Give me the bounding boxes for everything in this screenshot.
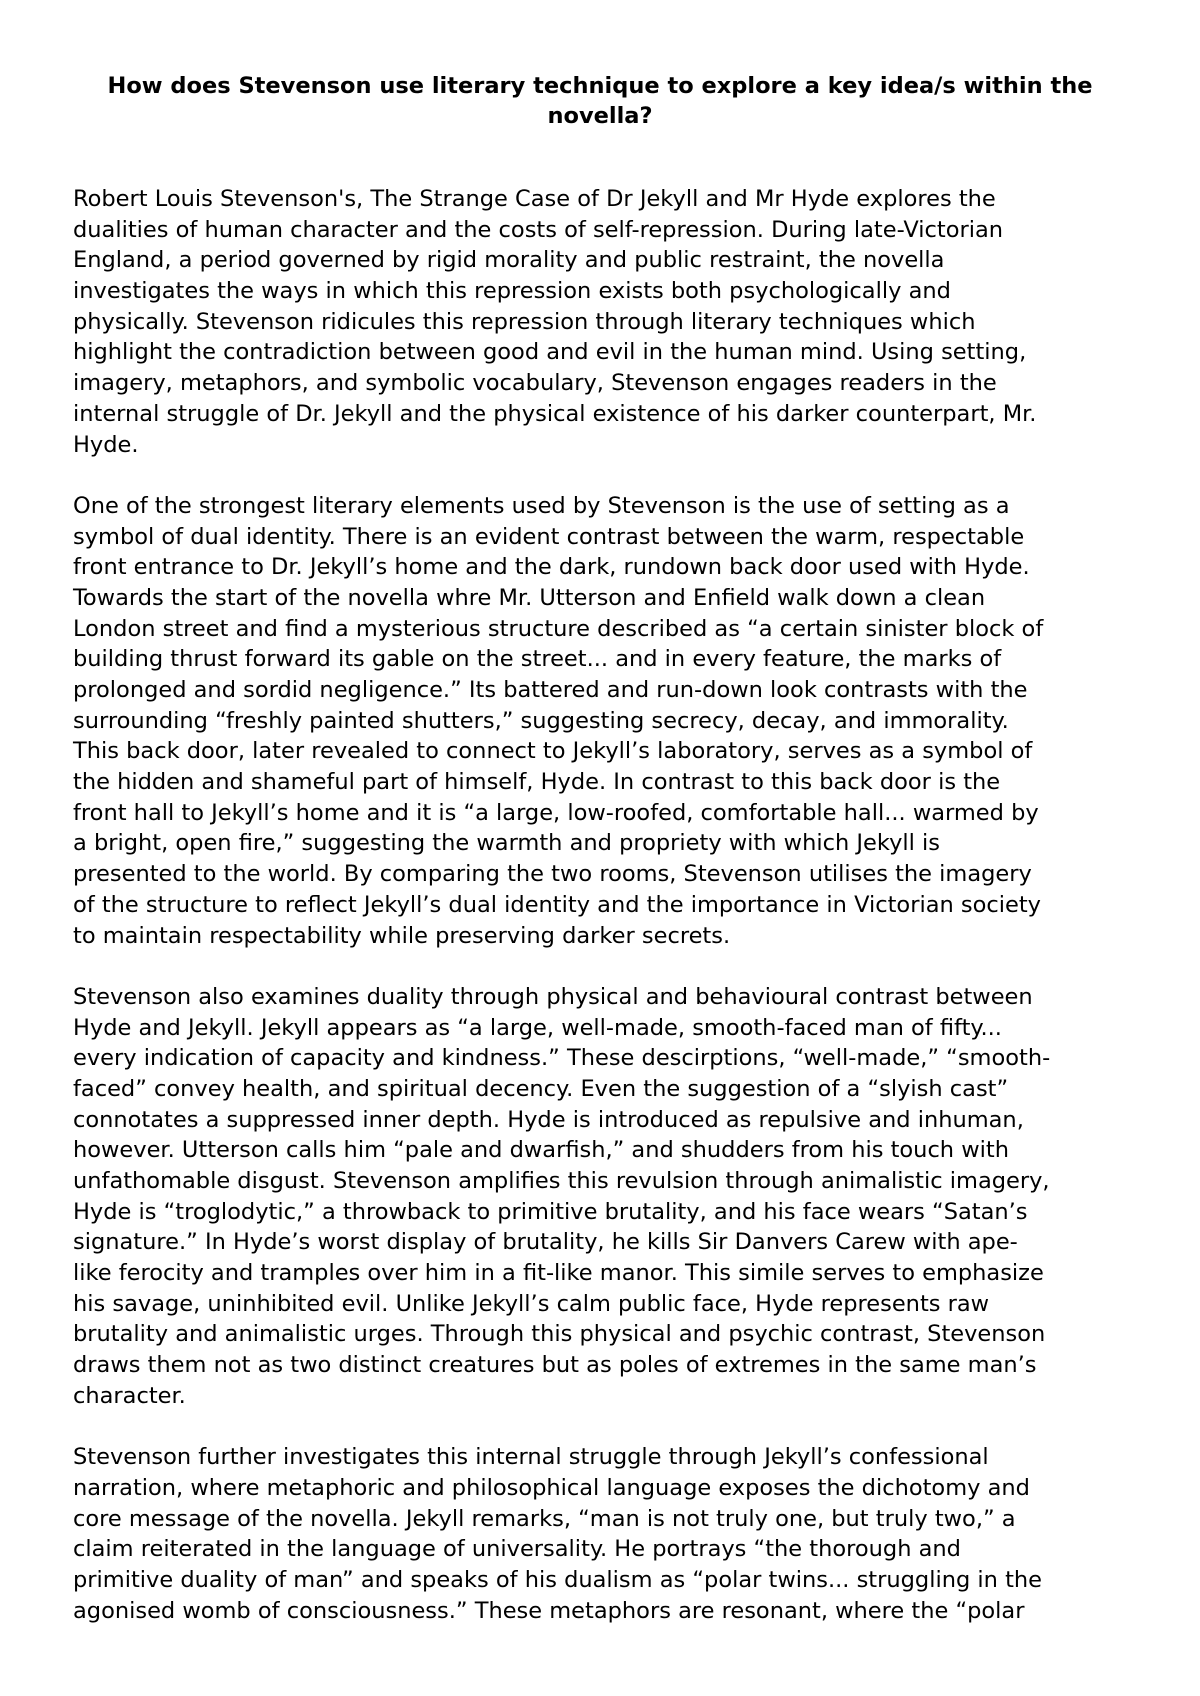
text-line: This back door, later revealed to connect to Jekyll’s laboratory, serves as a symbol of: [73, 738, 1033, 765]
text-line: Hyde.: [73, 431, 139, 458]
text-line: claim reiterated in the language of universality. He portrays “the thorough and: [73, 1536, 961, 1563]
paragraph-introduction: [73, 184, 1143, 460]
essay-title: [60, 71, 1140, 131]
text-line: front entrance to Dr. Jekyll’s home and the dark, rundown back door used with Hyde.: [73, 554, 1030, 581]
text-line: his savage, uninhibited evil. Unlike Jekyll’s calm public face, Hyde represents raw: [73, 1290, 990, 1317]
paragraph-physical-contrast: [73, 982, 1143, 1412]
text-line: investigates the ways in which this repression exists both psychologically and: [73, 278, 951, 305]
text-line: Stevenson further investigates this internal struggle through Jekyll’s confessional: [73, 1444, 989, 1471]
text-line: surrounding “freshly painted shutters,” suggesting secrecy, decay, and immorality.: [73, 707, 1009, 734]
text-line: primitive duality of man” and speaks of his dualism as “polar twins... struggling in the: [73, 1566, 1042, 1593]
text-line: dualities of human character and the costs of self-repression. During late-Victorian: [73, 216, 1004, 243]
text-line: draws them not as two distinct creatures but as poles of extremes in the same man’s: [73, 1352, 1037, 1379]
text-line: Stevenson also examines duality through physical and behavioural contrast between: [73, 983, 1033, 1010]
text-line: of the structure to reflect Jekyll’s dual identity and the importance in Victorian society: [73, 891, 1041, 918]
text-line: narration, where metaphoric and philosophical language exposes the dichotomy and: [73, 1474, 1030, 1501]
text-line: Towards the start of the novella whre Mr. Utterson and Enfield walk down a clean: [73, 584, 986, 611]
text-line: signature.” In Hyde’s worst display of brutality, he kills Sir Danvers Carew with ape-: [73, 1229, 1018, 1256]
text-line: London street and find a mysterious structure described as “a certain sinister block of: [73, 615, 1044, 642]
text-line: imagery, metaphors, and symbolic vocabulary, Stevenson engages readers in the: [73, 370, 997, 397]
text-line: presented to the world. By comparing the two rooms, Stevenson utilises the imagery: [73, 861, 1032, 888]
text-line: prolonged and sordid negligence.” Its battered and run-down look contrasts with the: [73, 677, 1028, 703]
text-line: physically. Stevenson ridicules this repression through literary techniques which: [73, 308, 976, 335]
text-line: like ferocity and tramples over him in a fit-like manor. This simile serves to emphasize: [73, 1260, 1044, 1287]
essay-title-line: the novella?: [547, 73, 1093, 129]
paragraph-setting: [73, 491, 1143, 951]
essay-body: [73, 184, 1143, 1657]
text-line: every indication of capacity and kindness.” These descirptions, “well-made,” “smooth-: [73, 1045, 1051, 1072]
text-line: internal struggle of Dr. Jekyll and the physical existence of his darker counterpart, Mr.: [73, 400, 1037, 427]
text-line: a bright, open fire,” suggesting the warmth and propriety with which Jekyll is: [73, 830, 941, 857]
text-line: England, a period governed by rigid morality and public restraint, the novella: [73, 247, 945, 274]
text-line: character.: [73, 1382, 186, 1409]
text-line: agonised womb of consciousness.” These metaphors are resonant, where the “polar: [73, 1597, 1025, 1624]
text-line: symbol of dual identity. There is an evident contrast between the warm, respectable: [73, 523, 1025, 550]
essay-title-line: How does Stevenson use literary technique to explore a key idea/s within: [107, 73, 1043, 99]
text-line: Robert Louis Stevenson's, The Strange Case of Dr Jekyll and Mr Hyde explores the: [73, 186, 996, 212]
text-line: core message of the novella. Jekyll remarks, “man is not truly one, but truly two,” a: [73, 1505, 1016, 1532]
text-line: unfathomable disgust. Stevenson amplifies this revulsion through animalistic imagery,: [73, 1168, 1050, 1194]
text-line: to maintain respectability while preserving darker secrets.: [73, 922, 731, 949]
text-line: Hyde is “troglodytic,” a throwback to primitive brutality, and his face wears “Satan’s: [73, 1198, 1028, 1225]
text-line: the hidden and shameful part of himself, Hyde. In contrast to this back door is the: [73, 769, 1001, 796]
text-line: building thrust forward its gable on the street... and in every feature, the marks of: [73, 646, 1002, 673]
text-line: brutality and animalistic urges. Through this physical and psychic contrast, Stevenson: [73, 1321, 1046, 1348]
text-line: connotates a suppressed inner depth. Hyde is introduced as repulsive and inhuman,: [73, 1106, 1024, 1133]
text-line: front hall to Jekyll’s home and it is “a large, low-roofed, comfortable hall... warmed by: [73, 799, 1039, 826]
text-line: highlight the contradiction between good and evil in the human mind. Using setting,: [73, 339, 1027, 366]
text-line: Hyde and Jekyll. Jekyll appears as “a large, well-made, smooth-faced man of fifty...: [73, 1014, 1002, 1041]
text-line: faced” convey health, and spiritual decency. Even the suggestion of a “slyish cast”: [73, 1075, 1009, 1102]
text-line: however. Utterson calls him “pale and dwarfish,” and shudders from his touch with: [73, 1137, 1009, 1164]
paragraph-confession: [73, 1442, 1143, 1626]
text-line: One of the strongest literary elements used by Stevenson is the use of setting as a: [73, 492, 1010, 519]
